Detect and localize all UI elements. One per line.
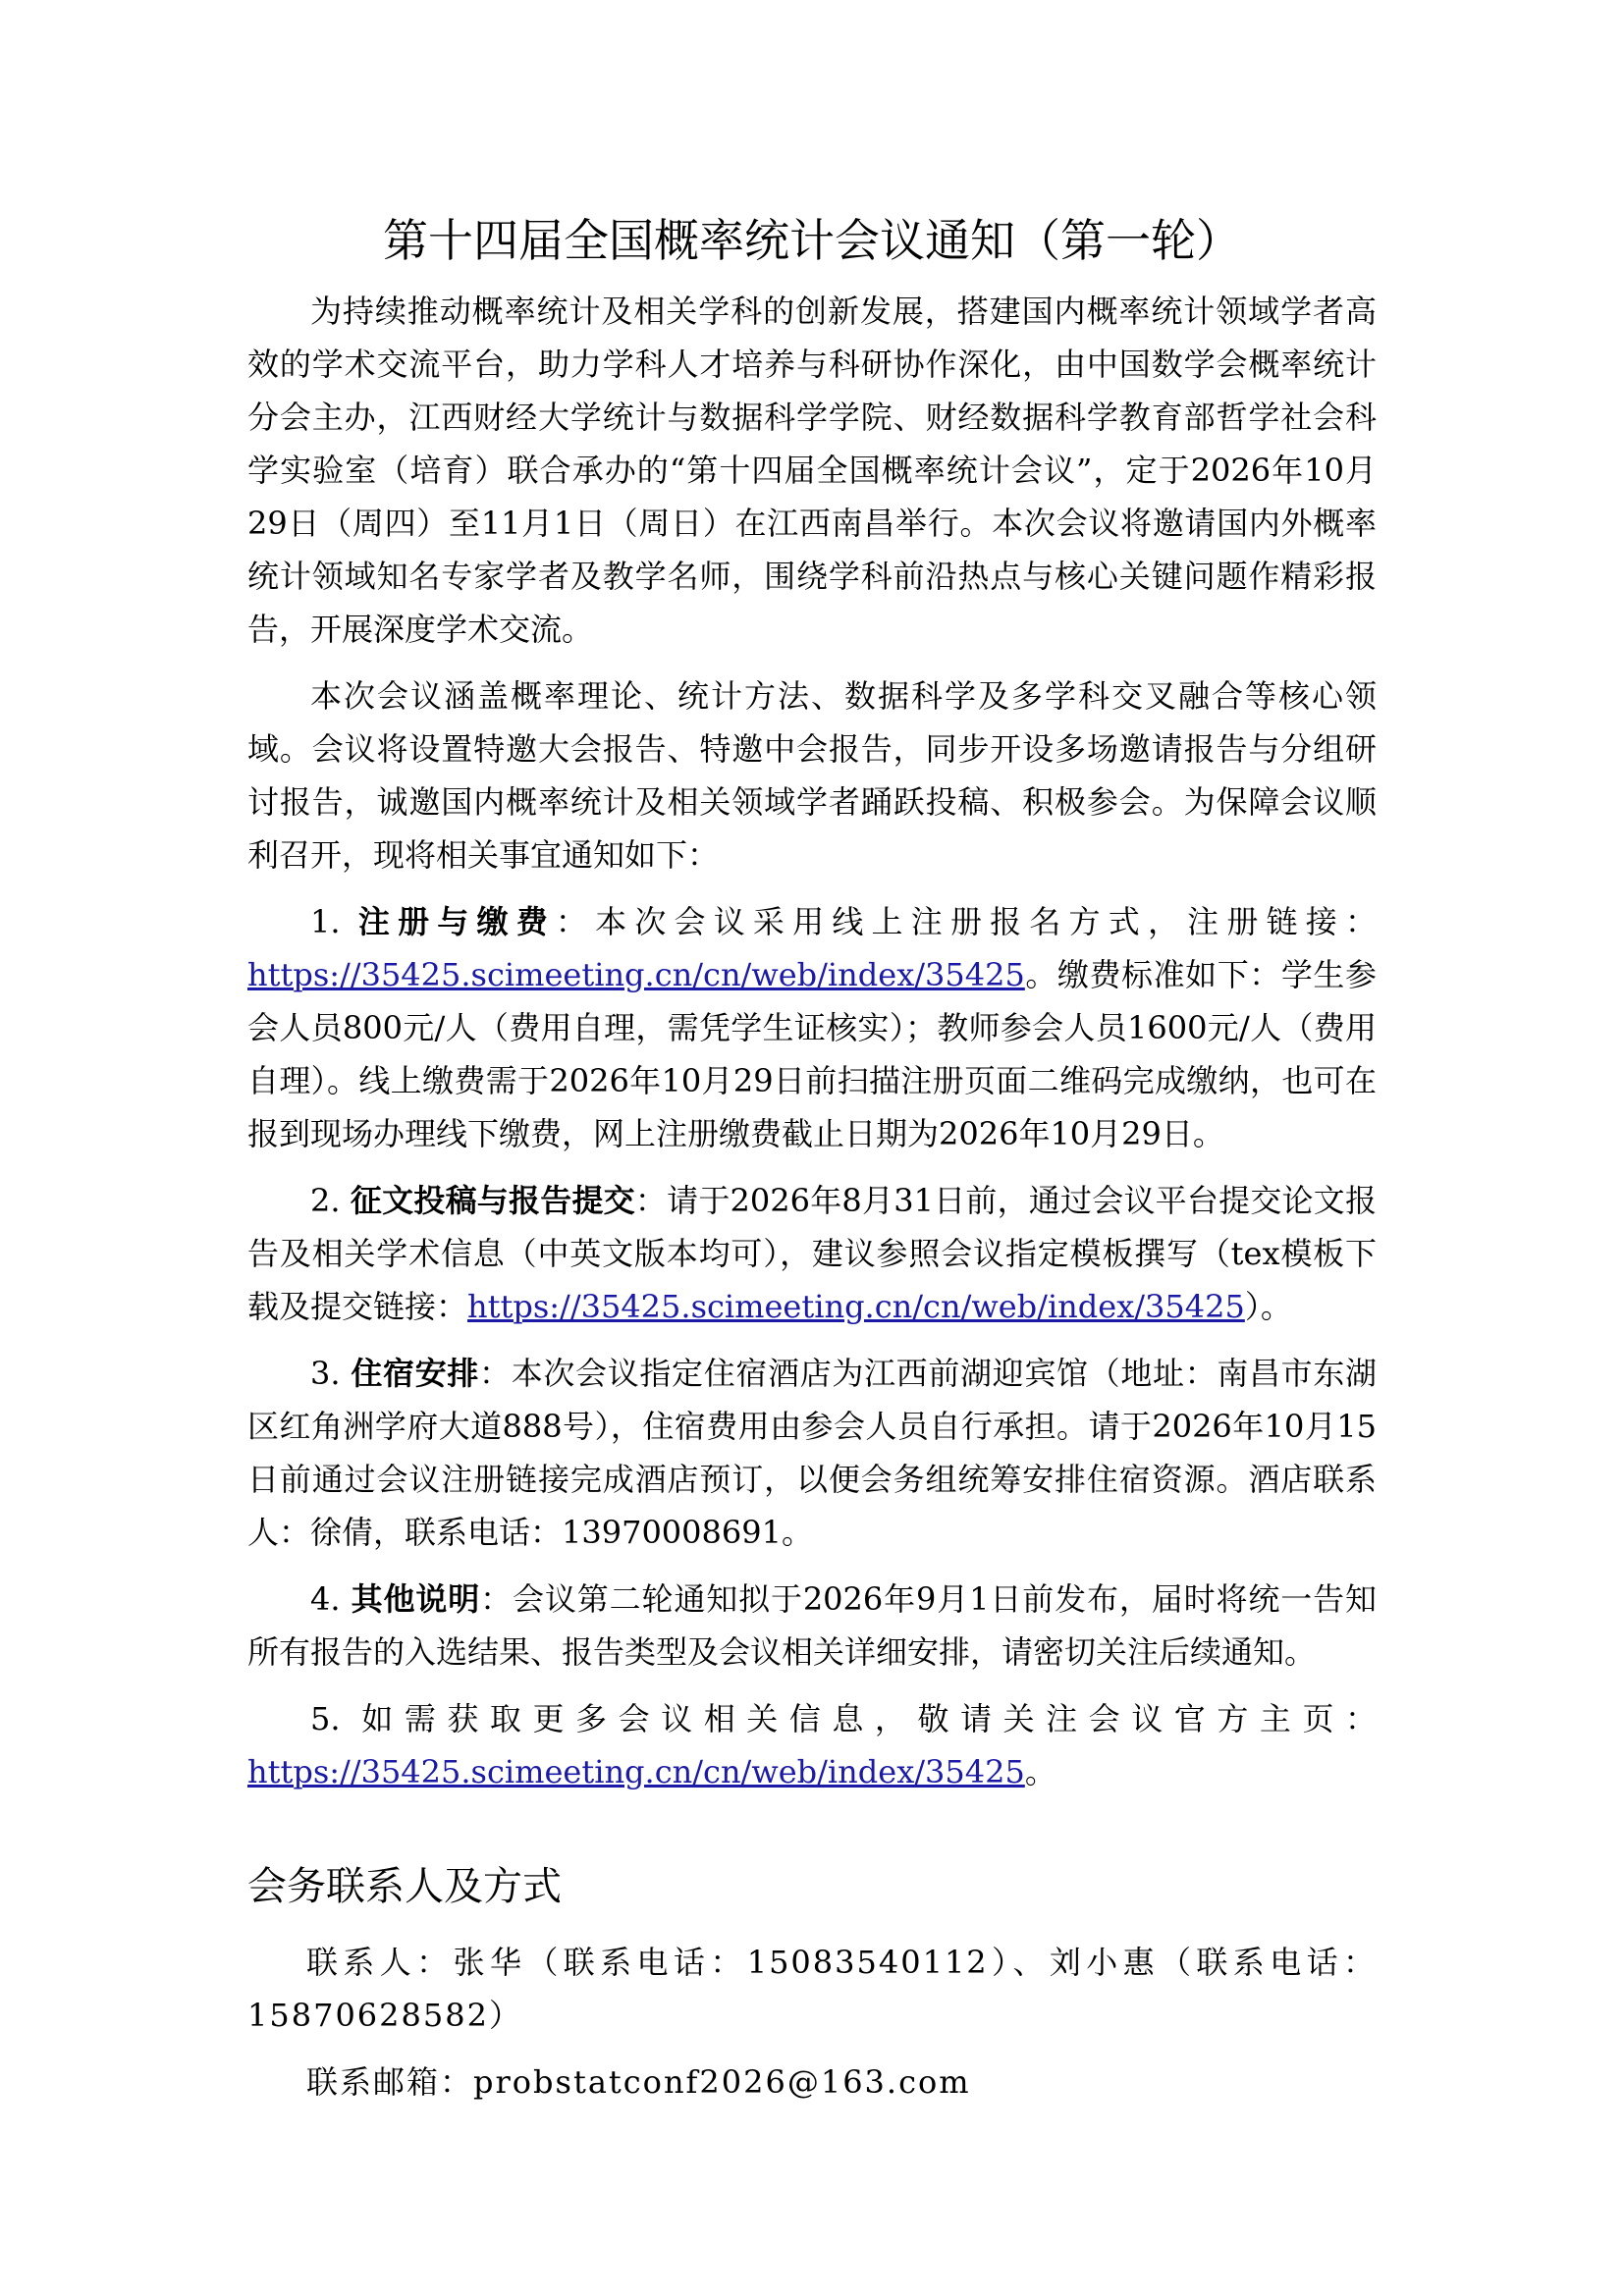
document-title: 第十四届全国概率统计会议通知（第一轮） [383, 214, 1241, 267]
item-label: 注册与缴费 [357, 903, 556, 940]
item-4 [247, 1573, 1377, 1679]
item-number: 5. [310, 1700, 341, 1737]
item-text: ：请于2026年8月31日前，通过会议平台提交论文报告及相关学术信息（中英文版本均可），建议参照会议指定模板撰写（tex模板下载及提交链接： [247, 1182, 1377, 1325]
contact-email: 联系邮箱：probstatconf2026@163.com [306, 2063, 971, 2101]
item-3 [247, 1347, 1377, 1559]
item-number: 4. [310, 1580, 341, 1618]
item-text: ：会议第二轮通知拟于2026年9月1日前发布，届时将统一告知所有报告的入选结果、报告类型及会议相关详细安排，请密切关注后续通知。 [247, 1580, 1377, 1671]
item-5 [247, 1692, 1377, 1798]
contact-section [247, 1936, 1377, 2122]
item-text: ：本次会议指定住宿酒店为江西前湖迎宾馆（地址：南昌市东湖区红角洲学府大道888号），住宿费用由参会人员自行承担。请于2026年10月15日前通过会议注册链接完成酒店预订，以便会务组统筹安排住宿资源。酒店联系人：徐倩，联系电话：13970008691。 [247, 1355, 1377, 1551]
item-text-after: ）。 [1244, 1288, 1292, 1325]
contact-section-heading: 会务联系人及方式 [247, 1864, 562, 1909]
item-text: ：本次会议采用线上注册报名方式，注册链接： [555, 903, 1377, 940]
item-label: 其他说明 [351, 1580, 481, 1618]
item-label: 征文投稿与报告提交 [350, 1182, 635, 1219]
item-label: 住宿安排 [351, 1355, 480, 1392]
intro-paragraph-2: 本次会议涵盖概率理论、统计方法、数据科学及多学科交叉融合等核心领域。会议将设置特邀大会报告、特邀中会报告，同步开设多场邀请报告与分组研讨报告，诚邀国内概率统计及相关领域学者踊跃投稿、积极参会。为保障会议顺利召开，现将相关事宜通知如下： [247, 677, 1377, 874]
registration-link[interactable]: https://35425.scimeeting.cn/cn/web/index/35425 [247, 956, 1025, 993]
item-text-after: 。缴费标准如下：学生参会人员800元/人（费用自理，需凭学生证核实）；教师参会人员1600元/人（费用自理）。线上缴费需于2026年10月29日前扫描注册页面二维码完成缴纳，也可在报到现场办理线下缴费，网上注册缴费截止日期为2026年10月29日。 [247, 956, 1377, 1152]
contact-persons: 联系人：张华（联系电话：15083540112）、刘小惠（联系电话：15870628582） [247, 1944, 1377, 2034]
item-number: 1. [310, 903, 341, 940]
item-number: 2. [310, 1182, 341, 1219]
intro-paragraph-1: 为持续推动概率统计及相关学科的创新发展，搭建国内概率统计领域学者高效的学术交流平台，助力学科人才培养与科研协作深化，由中国数学会概率统计分会主办，江西财经大学统计与数据科学学院、财经数据科学教育部哲学社会科学实验室（培育）联合承办的“第十四届全国概率统计会议”，定于2026年10月29日（周四）至11月1日（周日）在江西南昌举行。本次会议将邀请国内外概率统计领域知名专家学者及教学名师，围绕学科前沿热点与核心关键问题作精彩报告，开展深度学术交流。 [247, 293, 1377, 648]
item-text: 如需获取更多会议相关信息，敬请关注会议官方主页： [361, 1700, 1377, 1737]
document-body [247, 285, 1377, 1812]
item-number: 3. [310, 1355, 341, 1392]
item-1 [247, 895, 1377, 1160]
item-text-after: 。 [1024, 1753, 1056, 1790]
item-2 [247, 1174, 1377, 1333]
submission-link[interactable]: https://35425.scimeeting.cn/cn/web/index/35425 [467, 1288, 1245, 1325]
homepage-link[interactable]: https://35425.scimeeting.cn/cn/web/index/35425 [247, 1753, 1025, 1790]
